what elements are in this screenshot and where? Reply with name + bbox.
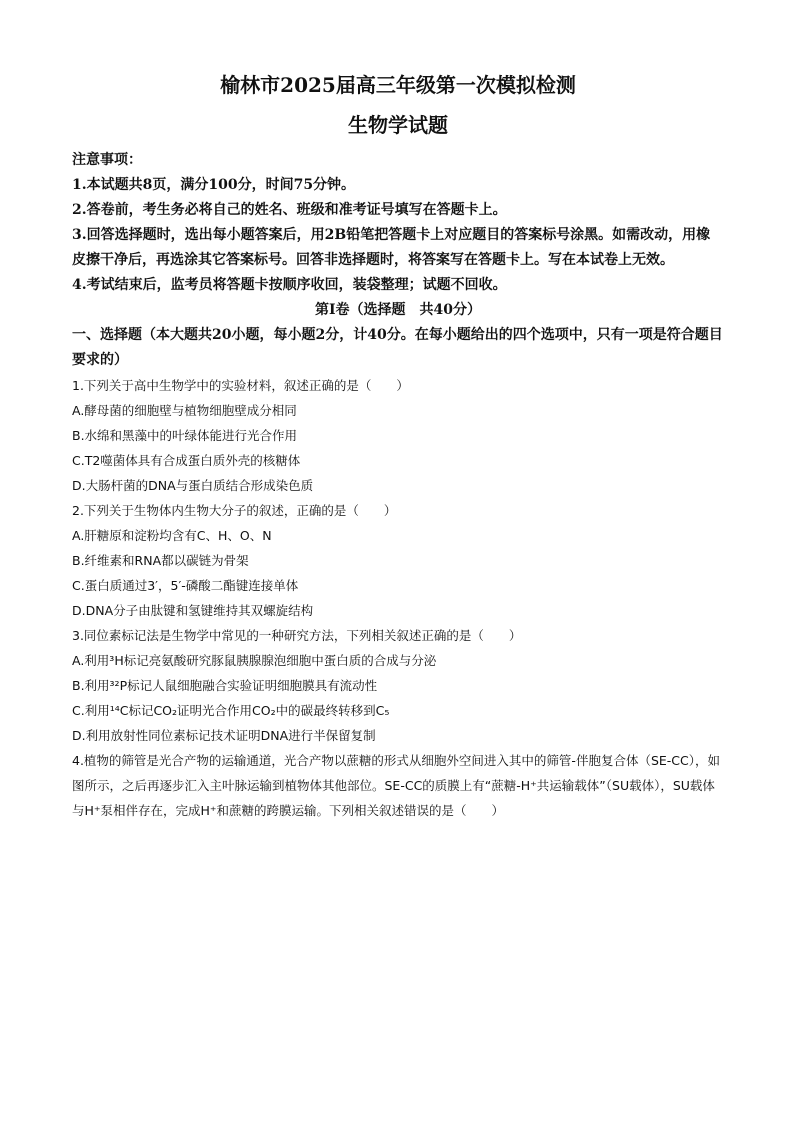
question-stem: 2.下列关于生物体内生物大分子的叙述，正确的是（ ） <box>72 503 397 518</box>
question-option: C.T2噬菌体具有合成蛋白质外壳的核糖体 <box>72 453 301 468</box>
subject-title: 生物学试题 <box>348 113 448 137</box>
question-stem: 1.下列关于高中生物学中的实验材料，叙述正确的是（ ） <box>72 378 409 393</box>
question-option: B.纤维素和RNA都以碳链为骨架 <box>72 553 249 568</box>
question-option: D.大肠杆菌的DNA与蛋白质结合形成染色质 <box>72 478 314 493</box>
notice-item: 2.答卷前，考生务必将自己的姓名、班级和准考证号填写在答题卡上。 <box>72 202 507 218</box>
question-option: C.利用¹⁴C标记CO₂证明光合作用CO₂中的碳最终转移到C₅ <box>72 703 390 718</box>
question-option: A.肝糖原和淀粉均含有C、H、O、N <box>72 528 272 543</box>
question-option: D.利用放射性同位素标记技术证明DNA进行半保留复制 <box>72 728 376 743</box>
question-stem: 4.植物的筛管是光合产物的运输通道，光合产物以蔗糖的形式从细胞外空间进入其中的筛管-伴胞复合体（SE-CC），如图所示，之后再逐步汇入主叶脉运输到植物体其他部位。SE-CC的质膜上有“蔗糖-H⁺共运输载体”（SU载体），SU载体与H⁺泵相伴存在，完成H⁺和蔗糖的跨膜运输。下列相关叙述错误的是（ ） <box>72 753 720 818</box>
question-option: B.利用³²P标记人鼠细胞融合实验证明细胞膜具有流动性 <box>72 678 378 693</box>
section-instruction: 一、选择题（本大题共20小题，每小题2分，计40分。在每小题给出的四个选项中，只有一项是符合题目要求的） <box>72 327 723 368</box>
question-option: D.DNA分子由肽键和氢键维持其双螺旋结构 <box>72 603 314 618</box>
notice-item: 1.本试题共8页，满分100分，时间75分钟。 <box>72 177 356 193</box>
question-option: A.利用³H标记亮氨酸研究豚鼠胰腺腺泡细胞中蛋白质的合成与分泌 <box>72 653 437 668</box>
question-option: C.蛋白质通过3′，5′-磷酸二酯键连接单体 <box>72 578 299 593</box>
exam-page <box>72 70 724 823</box>
question-option: B.水绵和黑藻中的叶绿体能进行光合作用 <box>72 428 298 443</box>
exam-title: 榆林市2025届高三年级第一次模拟检测 <box>220 73 576 97</box>
section-title: 第Ⅰ卷（选择题 共40分） <box>314 302 482 318</box>
notice-heading: 注意事项： <box>72 152 142 168</box>
question-stem: 3.同位素标记法是生物学中常见的一种研究方法，下列相关叙述正确的是（ ） <box>72 628 522 643</box>
question-option: A.酵母菌的细胞壁与植物细胞壁成分相同 <box>72 403 297 418</box>
notice-item: 4.考试结束后，监考员将答题卡按顺序收回，装袋整理；试题不回收。 <box>72 277 507 293</box>
notice-item: 3.回答选择题时，选出每小题答案后，用2B铅笔把答题卡上对应题目的答案标号涂黑。如需改动，用橡皮擦干净后，再选涂其它答案标号。回答非选择题时，将答案写在答题卡上。写在本试卷上无效。 <box>72 227 711 268</box>
